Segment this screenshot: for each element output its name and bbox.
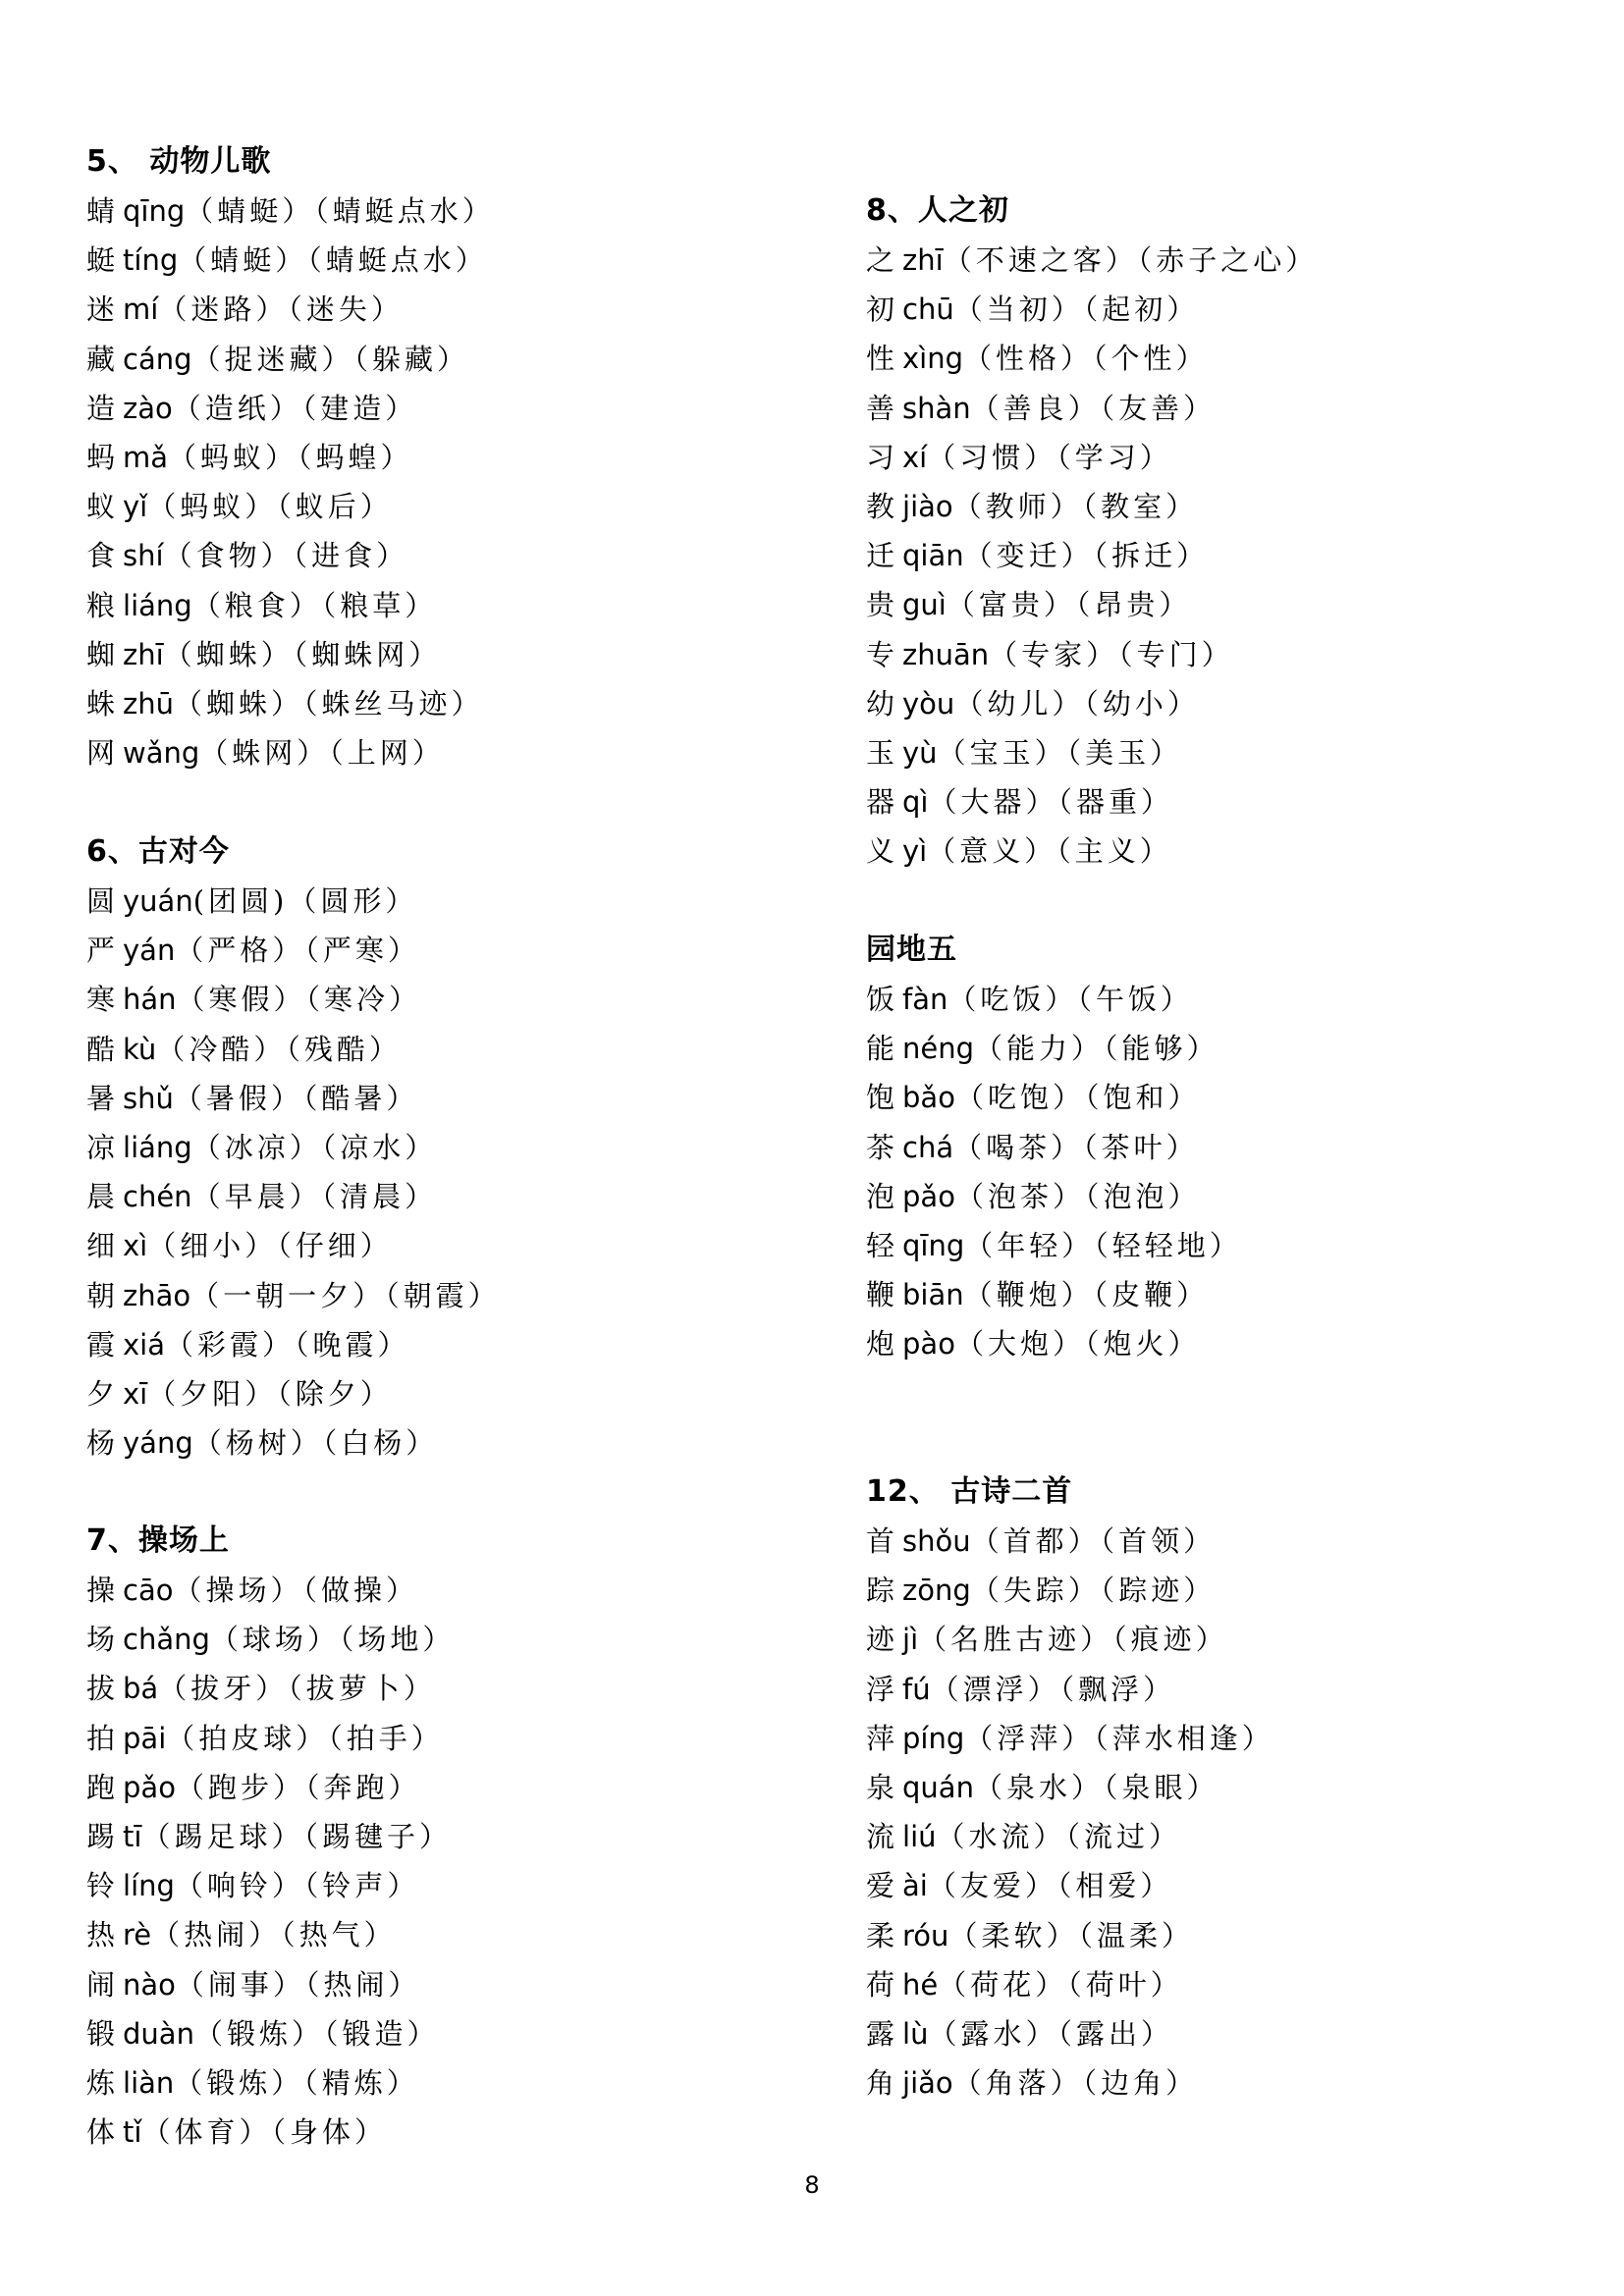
vocab-row [866, 630, 1318, 679]
pinyin: biān [902, 1278, 964, 1312]
vocab-row [866, 531, 1318, 580]
page-number: 8 [804, 2171, 820, 2199]
pinyin: chū [902, 293, 954, 327]
pinyin: mǎ [123, 440, 169, 474]
character: 浮 [866, 1672, 895, 1706]
example-words: （年轻）（轻轻地） [964, 1228, 1242, 1262]
example-words: （一朝一夕）（朝霞） [190, 1278, 501, 1312]
vocab-row [866, 1566, 1274, 1615]
pinyin: tī [123, 1819, 142, 1853]
vocab-row [86, 1172, 501, 1221]
vocab-row [86, 1320, 501, 1369]
section-heading: 8、人之初 [866, 193, 1009, 228]
example-words: （球场）（场地） [209, 1623, 456, 1657]
vocab-row [86, 630, 495, 679]
lesson-section [86, 828, 501, 1468]
pinyin: chǎng [123, 1623, 210, 1657]
pinyin: quán [902, 1770, 974, 1804]
vocab-row [86, 926, 501, 975]
example-words: （彩霞）（晚霞） [165, 1327, 410, 1362]
character: 炮 [866, 1327, 895, 1362]
pinyin: cāo [123, 1574, 174, 1607]
pinyin: qì [902, 785, 929, 820]
character: 角 [866, 2066, 895, 2101]
vocab-row [86, 2009, 455, 2058]
character: 茶 [866, 1130, 895, 1164]
character: 拔 [86, 1672, 116, 1706]
character: 初 [866, 293, 895, 327]
pinyin: fú [902, 1672, 931, 1706]
character: 之 [866, 243, 895, 277]
character: 杨 [86, 1426, 116, 1461]
example-words: （吃饱）（饱和） [954, 1081, 1201, 1115]
pinyin: xī [123, 1376, 148, 1411]
character: 酷 [86, 1032, 116, 1066]
vocab-row [86, 1861, 455, 1910]
vocab-row [866, 482, 1318, 531]
pinyin: cáng [123, 342, 192, 376]
example-words: （大器）（器重） [928, 785, 1173, 820]
character: 习 [866, 440, 895, 474]
pinyin: mí [123, 293, 159, 327]
example-words: （喝茶）（茶叶） [953, 1130, 1199, 1164]
example-words: （名胜古迹）（痕迹） [918, 1623, 1228, 1657]
pinyin: yòu [902, 686, 955, 721]
pinyin: shí [123, 539, 164, 573]
section-heading: 5、 动物儿歌 [86, 144, 272, 179]
example-words: （锻炼）（锻造） [193, 2016, 440, 2051]
example-words: （粮食）（粮草） [191, 588, 438, 622]
vocab-row [86, 1221, 501, 1270]
pinyin: lù [902, 2016, 929, 2051]
character: 幼 [866, 686, 895, 721]
pinyin: bǎo [902, 1081, 955, 1115]
vocab-row [86, 679, 495, 728]
pinyin: yì [902, 834, 928, 869]
example-words: （荷花）（荷叶） [938, 1967, 1183, 2002]
character: 玉 [866, 735, 895, 770]
example-words: （柔软）（温柔） [948, 1918, 1194, 1952]
pinyin: shǒu [902, 1524, 971, 1558]
pinyin: zhī [902, 243, 944, 277]
character: 蚁 [86, 490, 116, 524]
vocab-row [866, 827, 1318, 876]
vocab-row [86, 1714, 455, 1763]
example-words: （蜻蜓）（蜻蜓点水） [178, 243, 488, 278]
pinyin: jì [902, 1623, 919, 1657]
example-words: （蜘蛛）（蛛丝马迹） [174, 686, 484, 721]
example-words: （踢足球）（踢毽子） [141, 1819, 452, 1853]
vocab-row [86, 1960, 455, 2009]
example-words: （杨树）（白杨） [192, 1426, 439, 1461]
vocab-row [86, 1763, 455, 1812]
vocab-row [86, 581, 495, 630]
pinyin: zhāo [123, 1278, 191, 1312]
example-words: （不速之客）（赤子之心） [943, 243, 1319, 277]
example-words: （意义）（主义） [927, 834, 1172, 869]
vocab-row [866, 1960, 1274, 2009]
pinyin: qīng [902, 1228, 965, 1262]
character: 能 [866, 1032, 895, 1066]
character: 荷 [866, 1967, 895, 2002]
section-heading: 6、古对今 [86, 834, 230, 869]
character: 迹 [866, 1623, 895, 1657]
character: 专 [866, 637, 895, 671]
character: 圆 [86, 884, 116, 918]
pinyin: liú [902, 1820, 937, 1854]
vocab-row [866, 1714, 1274, 1763]
example-words: （冰凉）（凉水） [191, 1130, 438, 1164]
pinyin: fàn [902, 983, 948, 1016]
character: 体 [86, 2115, 116, 2150]
vocab-row [86, 285, 495, 334]
vocab-row [866, 1123, 1242, 1172]
example-words: （早晨）（清晨） [191, 1180, 438, 1214]
character: 蚂 [86, 440, 116, 474]
example-words: （闹事）（热闹） [175, 1967, 421, 2002]
character: 霞 [86, 1327, 116, 1362]
section-heading: 园地五 [866, 933, 957, 967]
character: 泡 [866, 1179, 895, 1213]
example-words: （响铃）（铃声） [174, 1869, 420, 1903]
example-words: （吃饭）（午饭） [947, 983, 1193, 1016]
character: 迁 [866, 539, 895, 573]
character: 热 [86, 1918, 116, 1952]
example-words: （捉迷藏）（躲藏） [191, 342, 470, 376]
example-words: （夕阳）（除夕） [147, 1376, 393, 1411]
pinyin: pǎo [902, 1179, 955, 1213]
example-words: （善良）（友善） [970, 391, 1217, 425]
character: 性 [866, 342, 895, 376]
vocab-row [86, 1271, 501, 1320]
lesson-section [86, 137, 495, 777]
pinyin: yǐ [123, 490, 148, 524]
character: 严 [86, 934, 116, 968]
pinyin: róu [902, 1918, 949, 1952]
character: 藏 [86, 342, 116, 376]
example-words: （拍皮球）（拍手） [166, 1721, 444, 1755]
example-words: （操场）（做操） [173, 1574, 418, 1607]
pinyin: yuán [123, 884, 193, 918]
pinyin: zhuān [902, 637, 990, 671]
example-words: （水流）（流过） [936, 1820, 1182, 1854]
character: 饱 [866, 1081, 895, 1115]
pinyin: píng [902, 1721, 965, 1755]
character: 寒 [86, 983, 116, 1017]
pinyin: pào [902, 1327, 955, 1362]
example-words: （能力）（能够） [974, 1032, 1219, 1066]
example-words: （严格）（严寒） [175, 934, 420, 968]
example-words: （冷酷）（残酷） [156, 1032, 402, 1066]
character: 善 [866, 391, 895, 425]
pinyin: hé [902, 1967, 939, 2002]
example-words: （热闹）（热气） [151, 1918, 397, 1952]
vocab-row [86, 236, 495, 285]
vocab-row [866, 1911, 1274, 1960]
pinyin: shàn [902, 391, 971, 425]
character: 操 [86, 1574, 116, 1607]
character: 迷 [86, 293, 116, 327]
pinyin: tǐ [123, 2115, 142, 2150]
pinyin: chá [902, 1130, 954, 1164]
character: 晨 [86, 1180, 116, 1214]
pinyin: pāi [123, 1721, 167, 1755]
character: 夕 [86, 1376, 116, 1411]
vocab-row [866, 1270, 1242, 1319]
character: 造 [86, 391, 116, 425]
character: 泉 [866, 1770, 895, 1804]
character: 萍 [866, 1721, 895, 1755]
character: 流 [866, 1820, 895, 1854]
example-words: （习惯）（学习） [927, 440, 1172, 474]
section-heading: 12、 古诗二首 [866, 1474, 1073, 1509]
example-words: （漂浮）（飘浮） [930, 1672, 1176, 1706]
character: 贵 [866, 588, 895, 622]
vocab-row [86, 877, 501, 926]
lesson-section [866, 1468, 1274, 2108]
example-words: （鞭炮）（皮鞭） [963, 1278, 1210, 1312]
pinyin: xìng [902, 342, 964, 376]
example-words: （造纸）（建造） [172, 391, 418, 425]
example-words: （大炮）（炮火） [954, 1327, 1201, 1362]
example-words: （锻炼）（精炼） [174, 2065, 419, 2100]
vocab-row [866, 236, 1318, 285]
vocab-row [86, 482, 495, 531]
vocab-row [866, 384, 1318, 433]
character: 蛛 [86, 686, 116, 721]
vocab-row [866, 334, 1318, 383]
example-words: （专家）（专门） [989, 637, 1234, 671]
section-heading: 7、操场上 [86, 1523, 230, 1558]
example-words: （蚂蚁）（蚂蝗） [168, 440, 413, 474]
example-words: （首都）（首领） [970, 1524, 1217, 1558]
example-words: （友爱）（相爱） [927, 1869, 1173, 1903]
character: 爱 [866, 1869, 895, 1903]
example-words: （跑步）（奔跑） [175, 1770, 421, 1804]
vocab-row [866, 1073, 1242, 1122]
pinyin: duàn [123, 2016, 194, 2051]
character: 蜓 [86, 243, 116, 278]
example-words: （蚂蚁）（蚁后） [147, 490, 393, 524]
pinyin: qiān [902, 539, 964, 573]
vocab-row [866, 2058, 1274, 2108]
vocab-row [86, 335, 495, 384]
pinyin: zào [123, 391, 173, 425]
vocab-row [86, 2108, 455, 2157]
pinyin: shǔ [123, 1081, 174, 1115]
character: 朝 [86, 1278, 116, 1312]
vocab-row [86, 433, 495, 482]
example-words: （蜘蛛）（蜘蛛网） [163, 637, 442, 671]
character: 首 [866, 1524, 895, 1558]
vocab-row [866, 728, 1318, 777]
pinyin: hán [123, 983, 177, 1017]
character: 细 [86, 1229, 116, 1263]
character: 柔 [866, 1918, 895, 1952]
example-words: （拔牙）（拔萝卜） [158, 1672, 436, 1706]
vocab-row [866, 2009, 1274, 2058]
character: 炼 [86, 2065, 116, 2100]
vocab-row [86, 1615, 455, 1664]
vocab-row [866, 777, 1318, 827]
pinyin: pǎo [123, 1770, 176, 1804]
character: 凉 [86, 1130, 116, 1164]
character: 场 [86, 1623, 116, 1657]
pinyin: nào [123, 1967, 176, 2002]
character: 踢 [86, 1819, 116, 1853]
example-words: （当初）（起初） [953, 293, 1200, 327]
pinyin: liáng [123, 588, 192, 622]
pinyin: zhū [123, 686, 174, 721]
vocab-row [866, 679, 1318, 728]
lesson-section [866, 187, 1318, 876]
vocab-row [86, 2058, 455, 2108]
vocab-row [86, 1025, 501, 1074]
character: 跑 [86, 1770, 116, 1804]
example-words: （细小）（仔细） [147, 1229, 393, 1263]
pinyin: liàn [123, 2065, 175, 2100]
example-words: （蜻蜓）（蜻蜓点水） [185, 194, 495, 228]
example-words: （变迁）（拆迁） [963, 539, 1210, 573]
example-words: （体育）（身体） [141, 2115, 387, 2150]
character: 锻 [86, 2016, 116, 2051]
character: 教 [866, 489, 895, 523]
vocab-row [866, 1319, 1242, 1368]
vocab-row [86, 975, 501, 1024]
pinyin: néng [902, 1032, 975, 1066]
pinyin: zhī [123, 637, 164, 671]
character: 拍 [86, 1721, 116, 1755]
vocab-row [86, 1812, 455, 1861]
example-words: （泉水）（泉眼） [973, 1770, 1219, 1804]
character: 网 [86, 736, 116, 771]
example-words: （浮萍）（萍水相逢） [964, 1721, 1274, 1755]
character: 蜘 [86, 637, 116, 671]
example-words: （失踪）（踪迹） [970, 1574, 1217, 1608]
example-words: （露水）（露出） [928, 2016, 1173, 2051]
character: 义 [866, 834, 895, 869]
character: 露 [866, 2016, 895, 2051]
example-words: （角落）（边角） [952, 2066, 1199, 2101]
character: 饭 [866, 983, 895, 1016]
pinyin: xí [902, 440, 928, 474]
vocab-row [86, 728, 495, 777]
vocab-row [866, 285, 1318, 334]
example-words: （富贵）（昂贵） [946, 588, 1192, 622]
example-words: （宝玉）（美玉） [937, 735, 1183, 770]
character: 器 [866, 785, 895, 820]
vocab-row [86, 1910, 455, 1959]
character: 粮 [86, 588, 116, 622]
pinyin: rè [123, 1918, 152, 1952]
vocab-row [866, 1517, 1274, 1566]
vocab-row [866, 1763, 1274, 1812]
example-words: (团圆)（圆形） [192, 884, 418, 918]
example-words: （幼儿）（幼小） [954, 686, 1200, 721]
vocab-row [86, 384, 495, 433]
example-words: （暑假）（酷暑） [173, 1081, 419, 1115]
vocab-row [866, 1861, 1274, 1910]
example-words: （性格）（个性） [963, 342, 1209, 376]
pinyin: guì [902, 588, 947, 622]
pinyin: yù [902, 735, 938, 770]
pinyin: yáng [123, 1426, 193, 1461]
vocab-row [866, 580, 1318, 629]
pinyin: jiǎo [902, 2066, 953, 2101]
example-words: （食物）（进食） [163, 539, 409, 573]
vocab-row [866, 1024, 1242, 1073]
pinyin: chén [123, 1180, 192, 1214]
pinyin: xì [123, 1229, 148, 1263]
pinyin: jiào [902, 489, 953, 523]
pinyin: zōng [902, 1574, 971, 1608]
vocab-row [866, 1812, 1274, 1861]
vocab-row [86, 1664, 455, 1713]
character: 踪 [866, 1574, 895, 1608]
pinyin: bá [123, 1672, 159, 1706]
pinyin: kù [123, 1032, 157, 1066]
example-words: （寒假）（寒冷） [176, 983, 422, 1017]
vocab-row [86, 1074, 501, 1123]
character: 铃 [86, 1869, 116, 1903]
character: 蜻 [86, 194, 116, 228]
character: 暑 [86, 1081, 116, 1115]
vocab-row [86, 531, 495, 580]
vocab-row [86, 1566, 455, 1615]
pinyin: wǎng [123, 736, 200, 771]
pinyin: liáng [123, 1130, 192, 1164]
character: 食 [86, 539, 116, 573]
character: 鞭 [866, 1278, 895, 1312]
vocab-row [866, 1221, 1242, 1270]
example-words: （泡茶）（泡泡） [954, 1179, 1201, 1213]
vocab-row [866, 433, 1318, 482]
character: 轻 [866, 1228, 895, 1262]
vocab-row [866, 1665, 1274, 1714]
vocab-row [86, 1369, 501, 1418]
lesson-section [86, 1517, 455, 2157]
vocab-row [866, 975, 1242, 1024]
lesson-section [866, 926, 1242, 1369]
vocab-row [86, 1123, 501, 1172]
pinyin: líng [123, 1869, 175, 1903]
pinyin: tíng [123, 243, 179, 278]
vocab-row [86, 187, 495, 236]
pinyin: yán [123, 934, 176, 968]
vocab-row [86, 1418, 501, 1468]
vocab-row [866, 1615, 1274, 1664]
pinyin: ài [902, 1869, 928, 1903]
example-words: （迷路）（迷失） [158, 293, 404, 327]
pinyin: xiá [123, 1327, 166, 1362]
example-words: （教师）（教室） [952, 489, 1199, 523]
example-words: （蛛网）（上网） [199, 736, 445, 771]
vocab-row [866, 1172, 1242, 1221]
character: 闹 [86, 1967, 116, 2002]
pinyin: qīng [123, 194, 186, 228]
